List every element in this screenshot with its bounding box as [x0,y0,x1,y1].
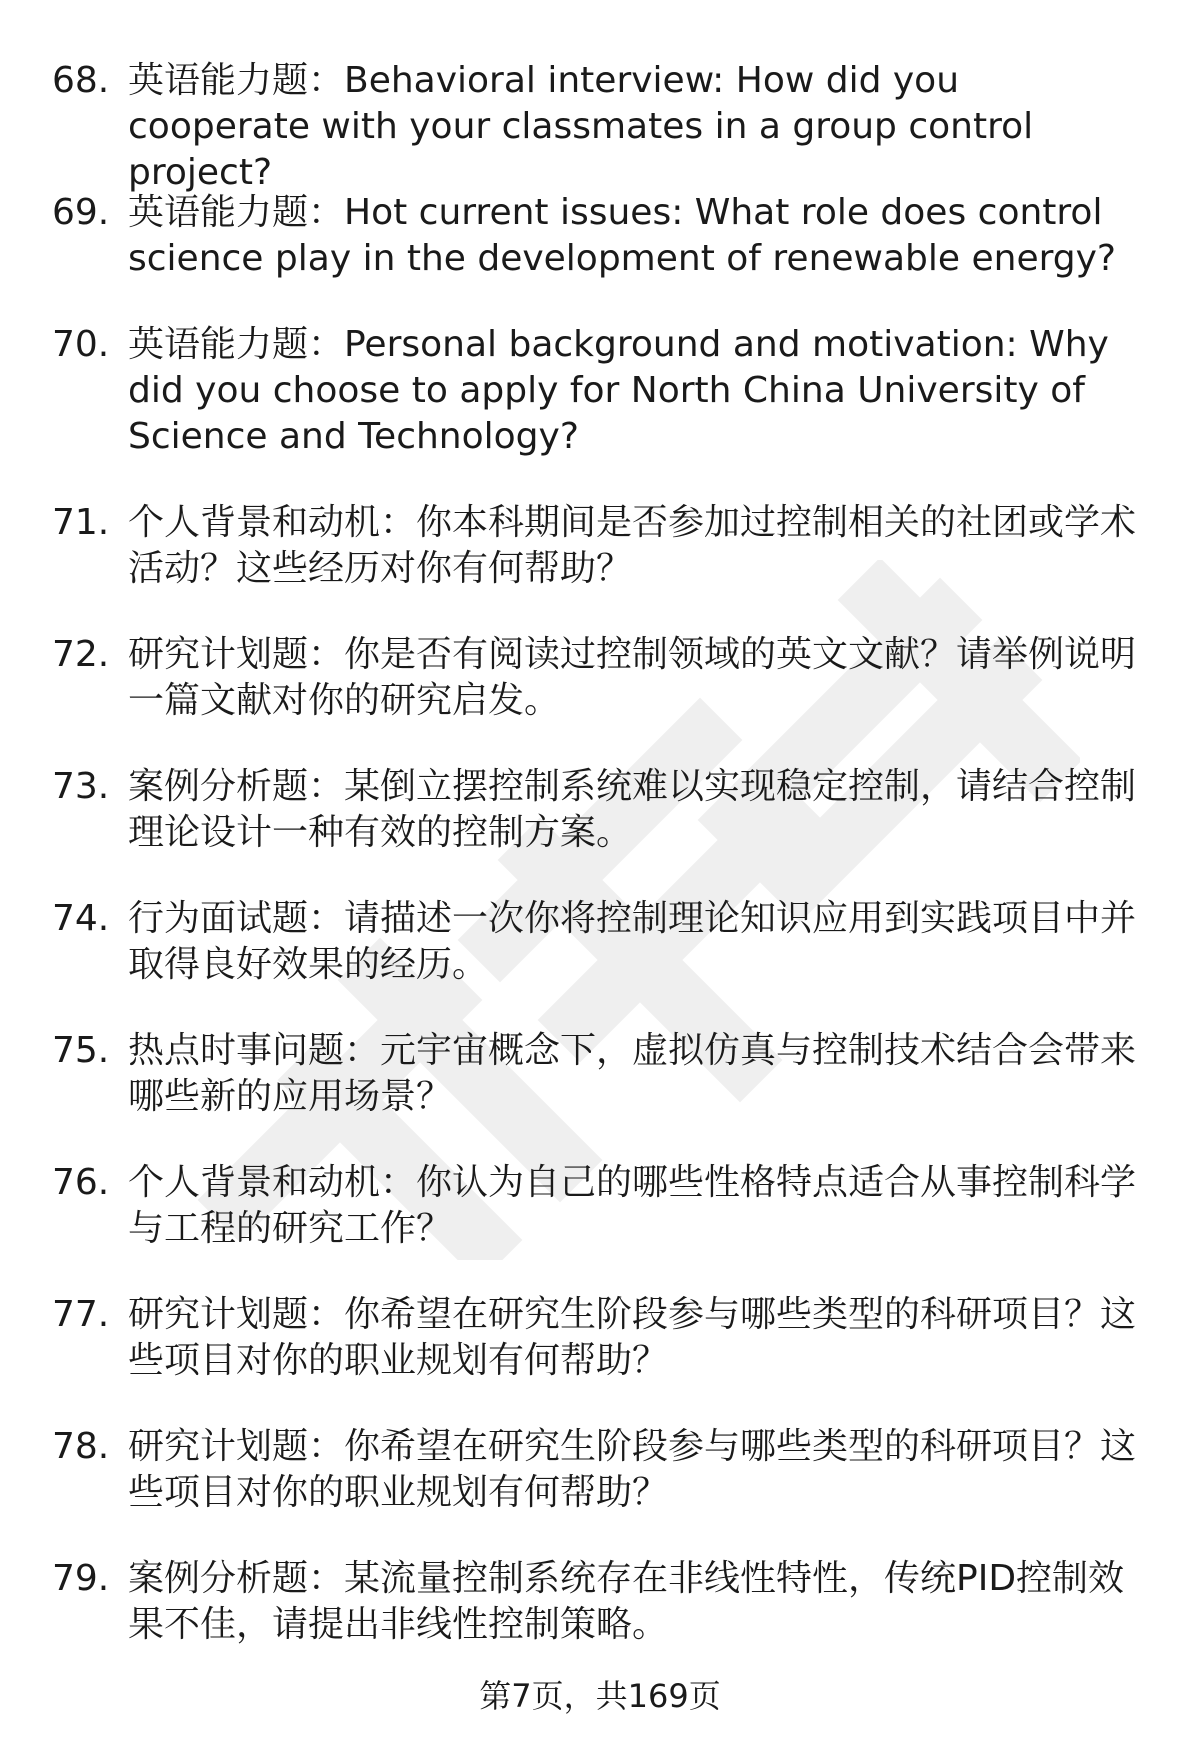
question-item [0,190,1200,322]
question-list [0,58,1200,1688]
question-number: 73. [52,766,110,807]
question-text: 研究计划题：你希望在研究生阶段参与哪些类型的科研项目？这些项目对你的职业规划有何帮助？ [128,1426,1137,1513]
question-item [0,322,1200,500]
question-text: 个人背景和动机：你认为自己的哪些性格特点适合从事控制科学与工程的研究工作？ [128,1162,1137,1249]
question-number: 70. [52,324,110,365]
question-item [0,764,1200,896]
question-number: 69. [52,192,110,233]
question-item [0,896,1200,1028]
question-item [0,1028,1200,1160]
question-number: 71. [52,502,110,543]
question-number: 76. [52,1162,110,1203]
question-text: 研究计划题：你是否有阅读过控制领域的英文文献？请举例说明一篇文献对你的研究启发。 [128,634,1137,721]
question-text: 案例分析题：某倒立摆控制系统难以实现稳定控制，请结合控制理论设计一种有效的控制方案。 [128,766,1137,853]
question-number: 68. [52,60,110,101]
question-number: 79. [52,1558,110,1599]
question-item [0,58,1200,193]
question-item [0,632,1200,764]
question-item [0,1556,1200,1688]
question-text: 热点时事问题：元宇宙概念下，虚拟仿真与控制技术结合会带来哪些新的应用场景？ [128,1030,1137,1117]
page-number-label: 第7页，共169页 [479,1677,721,1715]
question-item [0,1292,1200,1424]
question-text: 英语能力题：Behavioral interview: How did you cooperate with your classmates in a group control project? [128,60,1034,193]
question-text: 行为面试题：请描述一次你将控制理论知识应用到实践项目中并取得良好效果的经历。 [128,898,1137,985]
question-text: 研究计划题：你希望在研究生阶段参与哪些类型的科研项目？这些项目对你的职业规划有何帮助？ [128,1294,1137,1381]
question-item [0,1160,1200,1292]
page-footer [0,1676,1200,1716]
question-number: 77. [52,1294,110,1335]
question-number: 72. [52,634,110,675]
question-text: 个人背景和动机：你本科期间是否参加过控制相关的社团或学术活动？这些经历对你有何帮助？ [128,502,1137,589]
question-number: 78. [52,1426,110,1467]
question-text: 英语能力题：Hot current issues: What role does control science play in the development of renewable energy? [128,192,1117,279]
question-text: 英语能力题：Personal background and motivation: Why did you choose to apply for North China University of Science and Technology? [128,324,1109,457]
question-item [0,500,1200,632]
question-item [0,1424,1200,1556]
question-number: 74. [52,898,110,939]
question-number: 75. [52,1030,110,1071]
question-text: 案例分析题：某流量控制系统存在非线性特性，传统PID控制效果不佳，请提出非线性控制策略。 [128,1558,1125,1645]
